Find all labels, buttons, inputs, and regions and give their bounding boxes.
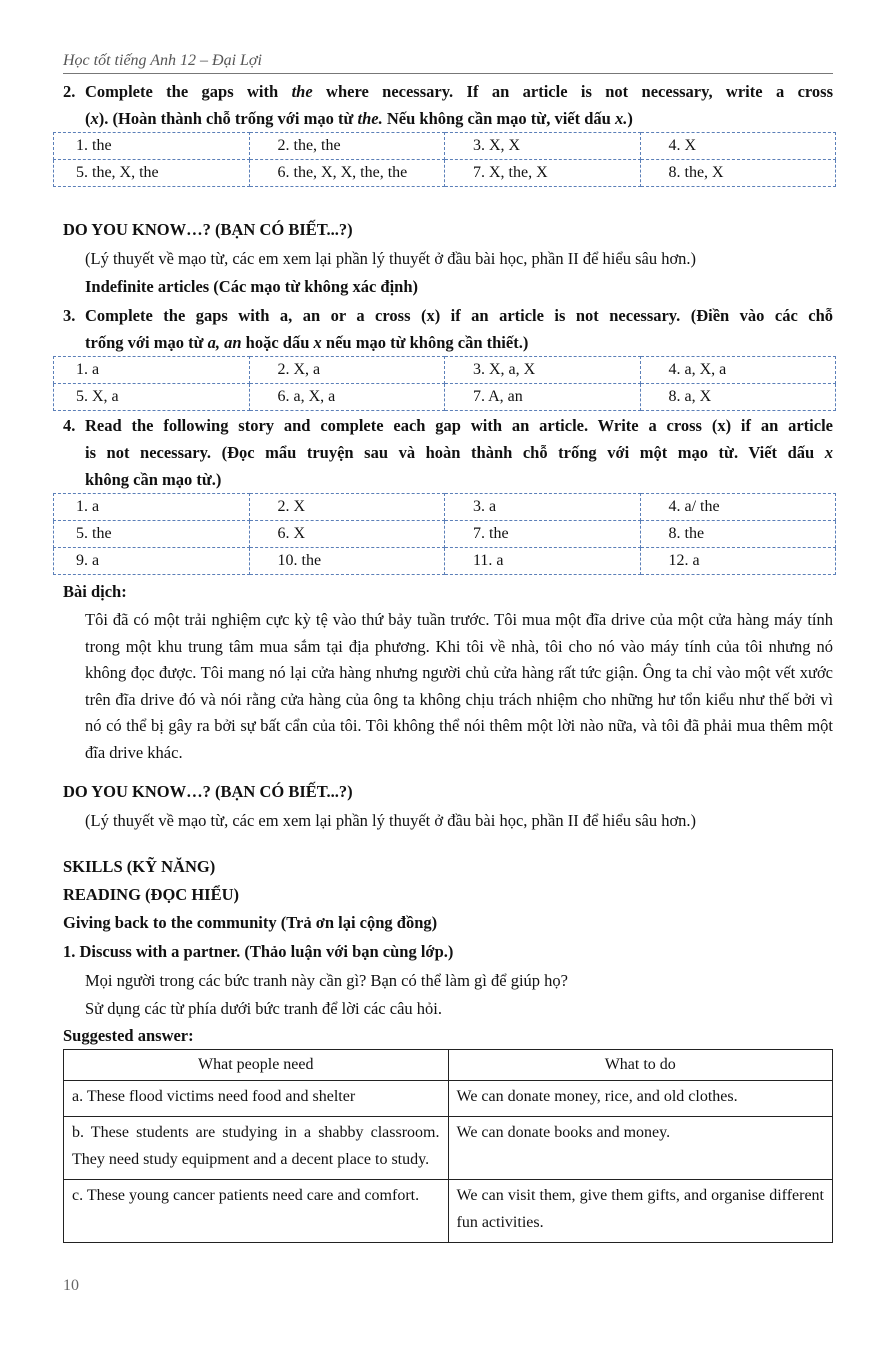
exercise-number: 4. bbox=[63, 416, 76, 435]
exercise-4-instruction bbox=[63, 412, 833, 493]
answer-cell: 1. the bbox=[54, 133, 250, 160]
text: Complete the gaps with a, an or a cross (x) if an article is not necessary. (Điền vào các chỗ bbox=[85, 306, 833, 325]
text: trống với mạo từ bbox=[85, 333, 208, 352]
running-head: Học tốt tiếng Anh 12 – Đại Lợi bbox=[63, 52, 833, 74]
table-cell: a. These flood victims need food and shelter bbox=[64, 1081, 449, 1117]
subheading-indefinite-articles: Indefinite articles (Các mạo từ không xác định) bbox=[85, 277, 419, 296]
text-italic: the bbox=[291, 82, 313, 101]
table-row bbox=[64, 1180, 833, 1243]
suggested-answer-heading: Suggested answer: bbox=[63, 1026, 194, 1045]
text: ) bbox=[627, 109, 633, 128]
answer-cell: 1. a bbox=[54, 357, 250, 384]
answer-cell: 3. X, X bbox=[445, 133, 641, 160]
table-row bbox=[54, 133, 836, 160]
answer-cell: 4. a, X, a bbox=[640, 357, 836, 384]
answer-cell: 8. a, X bbox=[640, 384, 836, 411]
answer-cell: 9. a bbox=[54, 548, 250, 575]
theory-note: (Lý thuyết về mạo từ, các em xem lại phần lý thuyết ở đầu bài học, phần II để hiểu sâu hơn.) bbox=[85, 249, 697, 268]
text: Read the following story and complete each gap with an article. Write a cross (x) if an article bbox=[85, 416, 833, 435]
table-row bbox=[54, 494, 836, 521]
exercise-number: 2. bbox=[63, 82, 76, 101]
question-1: Mọi người trong các bức tranh này cần gì? Bạn có thể làm gì để giúp họ? bbox=[85, 971, 568, 990]
answer-cell: 5. X, a bbox=[54, 384, 250, 411]
answer-cell: 3. a bbox=[445, 494, 641, 521]
table-row bbox=[54, 548, 836, 575]
column-header: What to do bbox=[448, 1050, 833, 1081]
answer-cell: 8. the bbox=[640, 521, 836, 548]
answer-cell: 1. a bbox=[54, 494, 250, 521]
reading-heading: READING (ĐỌC HIỂU) bbox=[63, 885, 240, 904]
table-cell: We can donate books and money. bbox=[448, 1117, 833, 1180]
topic-heading: Giving back to the community (Trả ơn lại cộng đồng) bbox=[63, 913, 438, 932]
table-row bbox=[54, 160, 836, 187]
table-row bbox=[54, 357, 836, 384]
table-cell: We can donate money, rice, and old clothes. bbox=[448, 1081, 833, 1117]
answer-cell: 6. the, X, X, the, the bbox=[249, 160, 445, 187]
answer-cell: 5. the, X, the bbox=[54, 160, 250, 187]
table-cell: We can visit them, give them gifts, and organise different fun activities. bbox=[448, 1180, 833, 1243]
skills-heading: SKILLS (KỸ NĂNG) bbox=[63, 857, 216, 876]
column-header: What people need bbox=[64, 1050, 449, 1081]
text-italic: the. bbox=[357, 109, 383, 128]
text-italic: x bbox=[313, 333, 322, 352]
suggested-answer-table bbox=[63, 1049, 833, 1243]
text: where necessary. If an article is not necessary, write a cross bbox=[312, 82, 834, 101]
answer-cell: 2. X bbox=[249, 494, 445, 521]
answer-cell: 11. a bbox=[445, 548, 641, 575]
translation-heading: Bài dịch: bbox=[63, 582, 127, 601]
text-italic: a, an bbox=[207, 333, 242, 352]
answer-cell: 12. a bbox=[640, 548, 836, 575]
text-italic: x bbox=[824, 443, 833, 462]
text-italic: x bbox=[90, 109, 99, 128]
answer-cell: 2. the, the bbox=[249, 133, 445, 160]
text: Complete the gaps with bbox=[85, 82, 292, 101]
answer-cell: 7. the bbox=[445, 521, 641, 548]
table-cell: c. These young cancer patients need care and comfort. bbox=[64, 1180, 449, 1243]
theory-note: (Lý thuyết về mạo từ, các em xem lại phần lý thuyết ở đầu bài học, phần II để hiểu sâu hơn.) bbox=[85, 811, 697, 830]
translation-text: Tôi đã có một trải nghiệm cực kỳ tệ vào thứ bảy tuần trước. Tôi mua một đĩa drive của một cửa hàng máy tính trong một khu trung tâm mua sắm tại địa phương. Khi tôi về nhà, tôi cho nó vào máy tính của tôi nhưng nó không đọc được. Tôi mang nó lại cửa hàng nhưng người chủ cửa hàng rất tức giận. Ông ta chỉ vào một vết xước trên đĩa drive đó và nói rằng cửa hàng của ông ta không chịu trách nhiệm cho những hư tổn kiểu như thế bởi vì nó có thể bị gây ra bởi sự bất cẩn của tôi. Tôi không thể nói thêm một lời nào nữa, và tôi đã phải mua thêm một đĩa drive khác. bbox=[85, 610, 833, 762]
answer-cell: 2. X, a bbox=[249, 357, 445, 384]
answer-cell: 8. the, X bbox=[640, 160, 836, 187]
do-you-know-heading: DO YOU KNOW…? (BẠN CÓ BIẾT...?) bbox=[63, 782, 353, 801]
table-cell: b. These students are studying in a shabby classroom. They need study equipment and a decent place to study. bbox=[64, 1117, 449, 1180]
answer-cell: 7. A, an bbox=[445, 384, 641, 411]
answer-cell: 6. X bbox=[249, 521, 445, 548]
table-row bbox=[54, 521, 836, 548]
question-2: Sử dụng các từ phía dưới bức tranh để lời các câu hỏi. bbox=[85, 999, 442, 1018]
discuss-instruction: 1. Discuss with a partner. (Thảo luận với bạn cùng lớp.) bbox=[63, 942, 454, 961]
answer-cell: 6. a, X, a bbox=[249, 384, 445, 411]
exercise-2-instruction bbox=[63, 78, 833, 132]
table-row bbox=[54, 384, 836, 411]
answer-cell: 7. X, the, X bbox=[445, 160, 641, 187]
page-number: 10 bbox=[63, 1277, 79, 1294]
text: is not necessary. (Đọc mẩu truyện sau và hoàn thành chỗ trống với một mạo từ. Viết dấu bbox=[85, 443, 825, 462]
answer-cell: 5. the bbox=[54, 521, 250, 548]
text: Nếu không cần mạo từ, viết dấu bbox=[382, 109, 615, 128]
exercise-2-answer-table bbox=[53, 132, 836, 187]
text: ). (Hoàn thành chỗ trống với mạo từ bbox=[98, 109, 358, 128]
text: nếu mạo từ không cần thiết.) bbox=[321, 333, 529, 352]
exercise-number: 3. bbox=[63, 306, 76, 325]
answer-cell: 4. X bbox=[640, 133, 836, 160]
text-italic: x. bbox=[614, 109, 628, 128]
do-you-know-heading: DO YOU KNOW…? (BẠN CÓ BIẾT...?) bbox=[63, 220, 353, 239]
table-header-row bbox=[64, 1050, 833, 1081]
text: không cần mạo từ.) bbox=[85, 470, 222, 489]
answer-cell: 10. the bbox=[249, 548, 445, 575]
text: hoặc dấu bbox=[241, 333, 314, 352]
answer-cell: 4. a/ the bbox=[640, 494, 836, 521]
table-row bbox=[64, 1117, 833, 1180]
table-row bbox=[64, 1081, 833, 1117]
exercise-4-answer-table bbox=[53, 493, 836, 575]
exercise-3-answer-table bbox=[53, 356, 836, 411]
text: ( bbox=[85, 109, 91, 128]
exercise-3-instruction bbox=[63, 302, 833, 356]
answer-cell: 3. X, a, X bbox=[445, 357, 641, 384]
